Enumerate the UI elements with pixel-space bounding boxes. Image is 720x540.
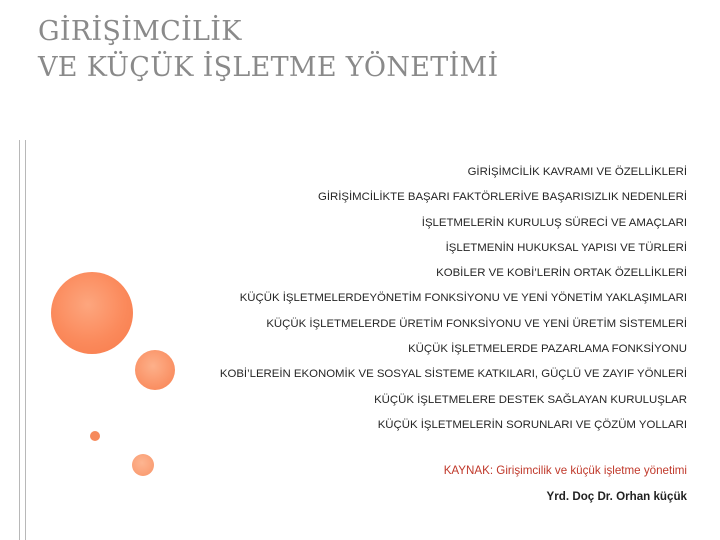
source-author: Yrd. Doç Dr. Orhan küçük	[546, 490, 687, 503]
topic-item: KÜÇÜK İŞLETMELERDE PAZARLAMA FONKSİYONU	[408, 343, 687, 356]
topic-item: KOBİ’LEREİN EKONOMİK VE SOSYAL SİSTEME KATKILARI, GÜÇLÜ VE ZAYIF YÖNLERİ	[219, 368, 687, 381]
source-reference: KAYNAK: Girişimcilik ve küçük işletme yönetimi	[443, 464, 687, 477]
topic-item: GİRİŞİMCİLİK KAVRAMI VE ÖZELLİKLERİ	[467, 166, 687, 178]
topic-item: KÜÇÜK İŞLETMELERDEYÖNETİM FONKSİYONU VE YENİ YÖNETİM YAKLAŞIMLARI	[239, 292, 687, 305]
decorative-vertical-line	[25, 140, 26, 540]
topic-item: KÜÇÜK İŞLETMELERE DESTEK SAĞLAYAN KURULUŞLAR	[374, 393, 687, 406]
topic-item: KÜÇÜK İŞLETMELERDE ÜRETİM FONKSİYONU VE YENİ ÜRETİM SİSTEMLERİ	[266, 317, 687, 330]
title-line-1: GİRİŞİMCİLİK	[38, 16, 242, 47]
topic-item: KOBİLER VE KOBİ’LERİN ORTAK ÖZELLİKLERİ	[436, 267, 687, 280]
topic-item: İŞLETMELERİN KURULUŞ SÜRECİ VE AMAÇLARI	[421, 216, 687, 229]
slide-title	[38, 14, 678, 86]
topic-item: KÜÇÜK İŞLETMELERİN SORUNLARI VE ÇÖZÜM YOLLARI	[377, 418, 687, 431]
topic-list	[87, 160, 687, 438]
source-citation	[444, 458, 687, 510]
topic-item: İŞLETMENİN HUKUKSAL YAPISI VE TÜRLERİ	[445, 241, 687, 254]
decorative-vertical-line	[19, 140, 20, 540]
topic-item: GİRİŞİMCİLİKTE BAŞARI FAKTÖRLERİVE BAŞARISIZLIK NEDENLERİ	[317, 191, 687, 204]
title-line-2: VE KÜÇÜK İŞLETME YÖNETİMİ	[38, 52, 499, 83]
decorative-circle-small	[132, 454, 154, 476]
